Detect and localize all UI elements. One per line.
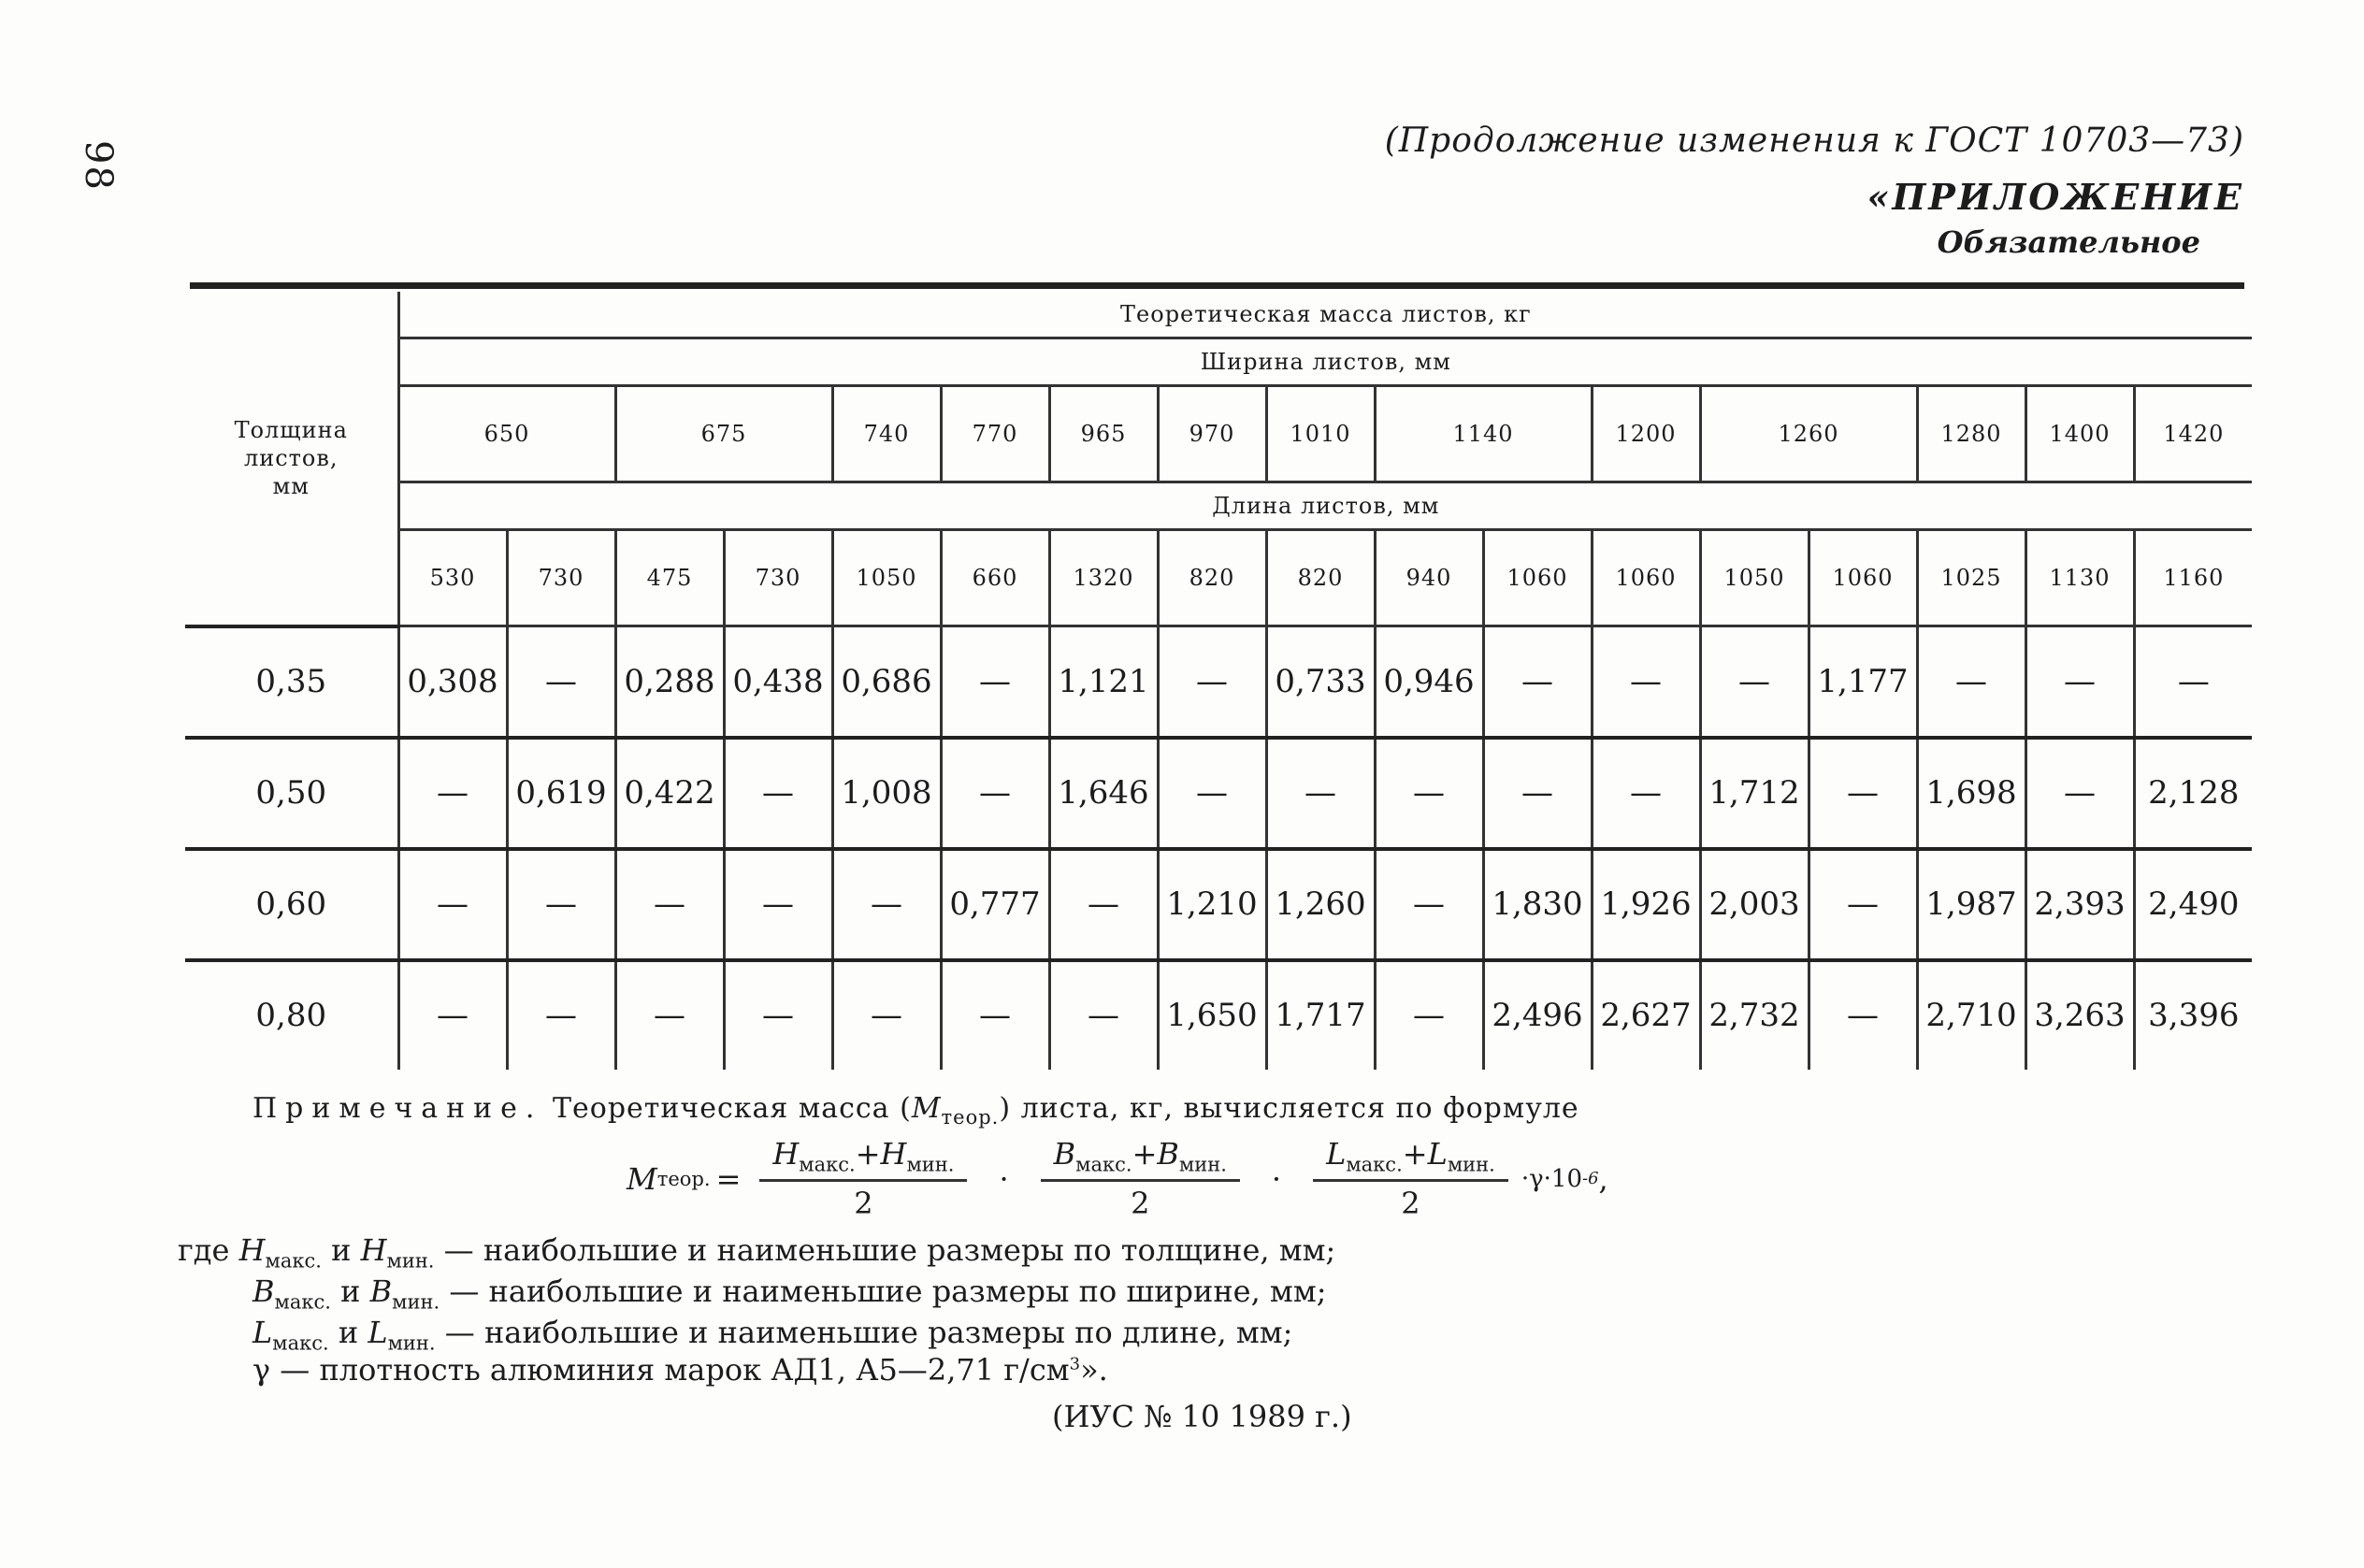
length-cell: 1050 <box>832 530 941 626</box>
length-cell: 660 <box>941 530 1049 626</box>
mass-cell: 2,710 <box>1917 960 2025 1070</box>
thickness-header: Толщина листов, мм <box>185 292 398 626</box>
width-cell: 740 <box>832 386 941 482</box>
mass-cell: 2,732 <box>1700 960 1809 1070</box>
mass-cell: — <box>1592 626 1700 738</box>
page-number: 98 <box>77 140 120 192</box>
mass-cell: — <box>1375 849 1483 960</box>
length-row <box>185 530 2252 626</box>
mass-cell: 2,128 <box>2134 738 2252 849</box>
mass-cell: — <box>2025 738 2134 849</box>
width-row <box>185 386 2252 482</box>
length-cell: 1025 <box>1917 530 2025 626</box>
legend-density: γ — плотность алюминия марок АД1, А5—2,71 $г/см^3$». <box>252 1352 1108 1388</box>
mass-cell: — <box>1375 960 1483 1070</box>
length-cell: 530 <box>398 530 507 626</box>
mass-cell: — <box>1049 960 1158 1070</box>
mass-cell: — <box>1158 626 1266 738</box>
table-row <box>185 626 2252 738</box>
mass-cell: 1,712 <box>1700 738 1809 849</box>
mass-cell: — <box>2134 626 2252 738</box>
length-cell: 1060 <box>1483 530 1592 626</box>
mass-cell: 0,733 <box>1266 626 1375 738</box>
continuation-caption: (Продолжение изменения к ГОСТ 10703—73) <box>1384 122 2244 160</box>
width-cell: 1280 <box>1917 386 2025 482</box>
length-cell: 730 <box>724 530 832 626</box>
thickness-cell: 0,60 <box>185 849 398 960</box>
mass-cell: 0,619 <box>507 738 615 849</box>
mass-cell: 1,650 <box>1158 960 1266 1070</box>
mass-cell: 0,288 <box>615 626 724 738</box>
mass-cell: 1,121 <box>1049 626 1158 738</box>
mass-cell: — <box>2025 626 2134 738</box>
thickness-cell: 0,50 <box>185 738 398 849</box>
legend-thickness: где $H_{макс.}$ и $H_{мин.}$ — наибольшие и наименьшие размеры по толщине, мм; <box>178 1232 1336 1273</box>
width-cell: 970 <box>1158 386 1266 482</box>
table-body <box>185 626 2252 1070</box>
width-cell: 1140 <box>1375 386 1592 482</box>
mass-cell: — <box>507 849 615 960</box>
mass-cell: — <box>1917 626 2025 738</box>
width-cell: 1200 <box>1592 386 1700 482</box>
mass-cell: 1,008 <box>832 738 941 849</box>
mass-cell: 1,260 <box>1266 849 1375 960</box>
table-row <box>185 849 2252 960</box>
mass-cell: — <box>1700 626 1809 738</box>
mass-cell: — <box>507 960 615 1070</box>
formula-width-fraction: $\frac{B_{макс.}+B_{мин.}}{2}$ <box>1041 1136 1240 1221</box>
mass-cell: — <box>615 960 724 1070</box>
mass-cell: 1,210 <box>1158 849 1266 960</box>
width-cell: 1260 <box>1700 386 1917 482</box>
length-cell: 475 <box>615 530 724 626</box>
mass-cell: — <box>941 738 1049 849</box>
length-cell: 1060 <box>1809 530 1917 626</box>
mass-cell: 0,686 <box>832 626 941 738</box>
width-cell: 965 <box>1049 386 1158 482</box>
mass-formula: M теор. = $\frac{H_{макс.}+H_{мин.}}{2}$ · $\frac{B_{макс.}+B_{мин.}}{2}$ · $\frac{L_{макс.}+L_{мин.}}{2}$ ·γ·10 -6 , <box>627 1136 1608 1222</box>
appendix-title: «ПРИЛОЖЕНИЕ <box>1867 176 2244 218</box>
mass-cell: — <box>724 849 832 960</box>
mass-cell: 1,177 <box>1809 626 1917 738</box>
mass-cell: — <box>615 849 724 960</box>
mass-cell: — <box>724 960 832 1070</box>
width-cell: 675 <box>615 386 832 482</box>
mass-cell: 3,396 <box>2134 960 2252 1070</box>
length-cell: 1060 <box>1592 530 1700 626</box>
note-line: Примечание. Теоретическая масса $(M_{теор.})$ листа, кг, вычисляется по формуле <box>252 1092 1579 1129</box>
length-cell: 1050 <box>1700 530 1809 626</box>
mass-cell: — <box>398 738 507 849</box>
legend-length: $L_{макс.}$ и $L_{мин.}$ — наибольшие и наименьшие размеры по длине, мм; <box>252 1315 1293 1355</box>
mass-cell: — <box>1809 960 1917 1070</box>
width-cell: 650 <box>398 386 615 482</box>
mass-cell: — <box>1049 849 1158 960</box>
width-header: Ширина листов, мм <box>398 338 2252 386</box>
width-cell: 770 <box>941 386 1049 482</box>
mass-table <box>185 292 2252 1070</box>
formula-thickness-fraction: $\frac{H_{макс.}+H_{мин.}}{2}$ <box>759 1136 967 1221</box>
mass-cell: — <box>1266 738 1375 849</box>
mass-cell: 0,946 <box>1375 626 1483 738</box>
length-cell: 820 <box>1158 530 1266 626</box>
mass-cell: 1,717 <box>1266 960 1375 1070</box>
mass-cell: — <box>941 960 1049 1070</box>
mass-cell: — <box>507 626 615 738</box>
mass-cell: — <box>832 849 941 960</box>
length-header: Длина листов, мм <box>398 482 2252 530</box>
mass-cell: 2,627 <box>1592 960 1700 1070</box>
legend-width: $B_{макс.}$ и $B_{мин.}$ — наибольшие и наименьшие размеры по ширине, мм; <box>252 1273 1327 1314</box>
mass-cell: 1,698 <box>1917 738 2025 849</box>
mass-cell: — <box>1592 738 1700 849</box>
table-row <box>185 960 2252 1070</box>
thickness-cell: 0,80 <box>255 997 327 1034</box>
length-cell: 730 <box>507 530 615 626</box>
mass-cell: 0,308 <box>398 626 507 738</box>
mass-cell: — <box>1809 849 1917 960</box>
mass-cell: — <box>1483 626 1592 738</box>
table-row <box>185 738 2252 849</box>
mass-cell: 0,438 <box>724 626 832 738</box>
mass-cell: — <box>1809 738 1917 849</box>
mass-cell: 2,496 <box>1483 960 1592 1070</box>
mass-cell: 1,987 <box>1917 849 2025 960</box>
mass-cell: 2,393 <box>2025 849 2134 960</box>
length-cell: 1320 <box>1049 530 1158 626</box>
length-cell: 1160 <box>2134 530 2252 626</box>
appendix-status: Обязательное <box>1937 224 2200 260</box>
length-cell: 820 <box>1266 530 1375 626</box>
width-cell: 1420 <box>2134 386 2252 482</box>
mass-cell: — <box>941 626 1049 738</box>
mass-cell: — <box>398 849 507 960</box>
mass-cell: 0,422 <box>615 738 724 849</box>
mass-cell: 1,646 <box>1049 738 1158 849</box>
top-rule <box>190 282 2244 289</box>
mass-cell: — <box>1483 738 1592 849</box>
formula-length-fraction: $\frac{L_{макс.}+L_{мин.}}{2}$ <box>1313 1136 1508 1221</box>
mass-cell: — <box>398 960 507 1070</box>
table-header <box>185 292 2252 626</box>
mass-cell: — <box>1158 738 1266 849</box>
length-cell: 940 <box>1375 530 1483 626</box>
source-reference: (ИУС № 10 1989 г.) <box>1052 1399 1352 1434</box>
width-cell: 1400 <box>2025 386 2134 482</box>
mass-cell: — <box>724 738 832 849</box>
mass-cell: 1,926 <box>1592 849 1700 960</box>
note-label: Примечание. <box>252 1092 543 1125</box>
width-cell: 1010 <box>1266 386 1375 482</box>
thickness-cell: 0,35 <box>185 626 398 738</box>
mass-cell: — <box>832 960 941 1070</box>
mass-cell: 1,830 <box>1483 849 1592 960</box>
length-cell: 1130 <box>2025 530 2134 626</box>
mass-cell: 2,003 <box>1700 849 1809 960</box>
note-text: Теоретическая масса ( <box>553 1092 912 1125</box>
mass-cell: 0,777 <box>941 849 1049 960</box>
mass-cell: 3,263 <box>2025 960 2134 1070</box>
mass-cell: 2,490 <box>2134 849 2252 960</box>
mass-header: Теоретическая масса листов, кг <box>398 292 2252 338</box>
mass-cell: — <box>1375 738 1483 849</box>
